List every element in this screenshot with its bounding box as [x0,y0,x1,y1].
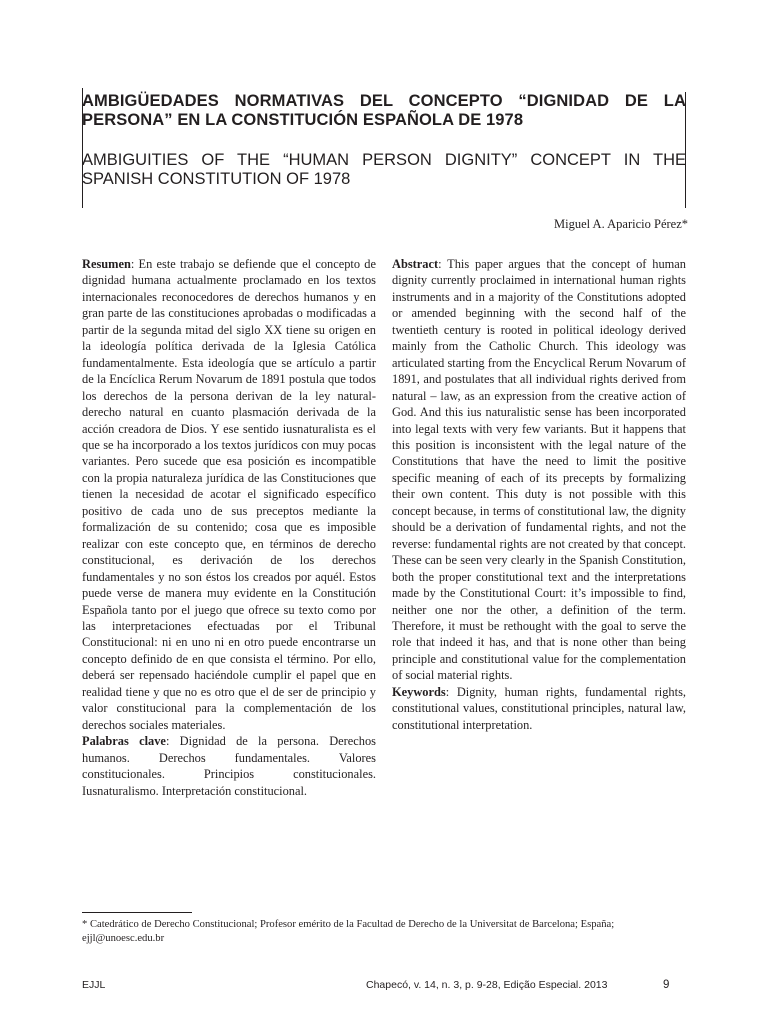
page-number: 9 [663,979,670,991]
footnote-rule [82,912,192,913]
resumen-label: Resumen [82,257,131,271]
article-title-spanish: AMBIGÜEDADES NORMATIVAS DEL CONCEPTO “DIGNIDAD DE LA PERSONA” EN LA CONSTITUCIÓN ESPAÑOLA DE 1978 [82,92,686,129]
article-title-english: AMBIGUITIES OF THE “HUMAN PERSON DIGNITY” CONCEPT IN THE SPANISH CONSTITUTION OF 1978 [82,151,686,188]
palabras-clave-text: : Dignidad de la persona. Derechos humanos. Derechos fundamentales. Valores constitucionales. Principios constitucionales. Iusnaturalismo. Interpretación constitucional. [82,734,376,798]
author-footnote: * Catedrático de Derecho Constitucional; Profesor emérito de la Facultad de Derecho de la Universitat de Barcelona; España; ejjl@unoesc.edu.br [82,919,615,944]
resumen-paragraph [82,256,376,733]
resumen-column [82,256,376,799]
author-name: Miguel A. Aparicio Pérez* [554,217,688,231]
keywords-label: Keywords [392,684,446,699]
palabras-clave-label: Palabras clave [82,734,166,749]
title-block [82,88,686,208]
abstract-text: : This paper argues that the concept of human dignity currently proclaimed in international human rights instruments and in a majority of the Constitutions adopted or amended beginning with the second half of the twentieth century is rooted in political ideology derived mainly from the Catholic Church. This ideology was articulated starting from the Encyclical Rerum Novarum of 1891, and postulates that all individual rights derived from natural – law, as an expression from the creative action of God. And this ius naturalistic sense has been incorporated into legal texts with very few variants. But it happens that this position is inconsistent with the legal nature of the Constitutions that have the need to limit the positive specific meaning of each of its precepts by formalizing their own content. This duty is not possible with this concept because, in terms of constitutional law, the dignity should be a derivation of fundamental rights, and not the reverse: fundamental rights are not created by that concept. These can be seen very clearly in the Spanish Constitution, both the proper constitutional text and the interpretations made by the Constitutional Court: it’s impossible to find, neither one nor the other, a definition of the term. Therefore, it must be rethought with the goal to serve the role that indeed it has, and that is none other than being principle and constitutional value for the complementation of social material rights. [392,257,686,683]
footer-journal: EJJL [82,979,106,991]
abstract-column [392,256,686,733]
abstract-paragraph [392,256,686,684]
palabras-clave-paragraph [82,733,376,799]
resumen-text: : En este trabajo se defiende que el concepto de dignidad humana actualmente proclamado en los textos internacionales reconocedores de derechos humanos y en gran parte de las constituciones aprobadas o modificadas a partir de la segunda mitad del siglo XX tiene su origen en la ideología política derivada de la Iglesia Católica fundamentalmente. Esta ideología que se artículo a partir de la Encíclica Rerum Novarum de 1891 postula que todos los derechos de la persona derivan de la ley natural-derecho natural en cuanto plasmación derivada de la acción creadora de Dios. Y ese sentido iusnaturalista es el que se ha incorporado a los textos jurídicos con muy pocas variantes. Pero sucede que esa posición es incompatible con la propia naturaleza jurídica de las Constituciones que tienen la necesidad de acotar el significado específico positivo de cada uno de sus preceptos mediante la formalización de su contenido; cosa que es imposible realizar con este concepto que, en términos de derecho constitucional, es derivación de los derechos fundamentales y no son éstos los creados por aquél. Estos puede verse de manera muy evidente en la Constitución Española tanto por el juego que ofrece su texto como por las interpretaciones efectuadas por el Tribunal Constitucional: ni en uno ni en otro puede encontrarse un concepto definido de en que consista el término. Por ello, deberá ser repensado haciéndole cumplir el papel que en realidad tiene y que no es otro que el de ser de principio y valor constitucional para la complementación de los derechos sociales materiales. [82,257,376,732]
keywords-text: : Dignity, human rights, fundamental rights, constitutional values, constitutional principles, natural law, constitutional interpretation. [392,684,686,732]
keywords-paragraph [392,684,686,733]
footer-citation: Chapecó, v. 14, n. 3, p. 9-28, Edição Especial. 2013 [366,979,608,991]
abstract-label: Abstract [392,257,439,271]
